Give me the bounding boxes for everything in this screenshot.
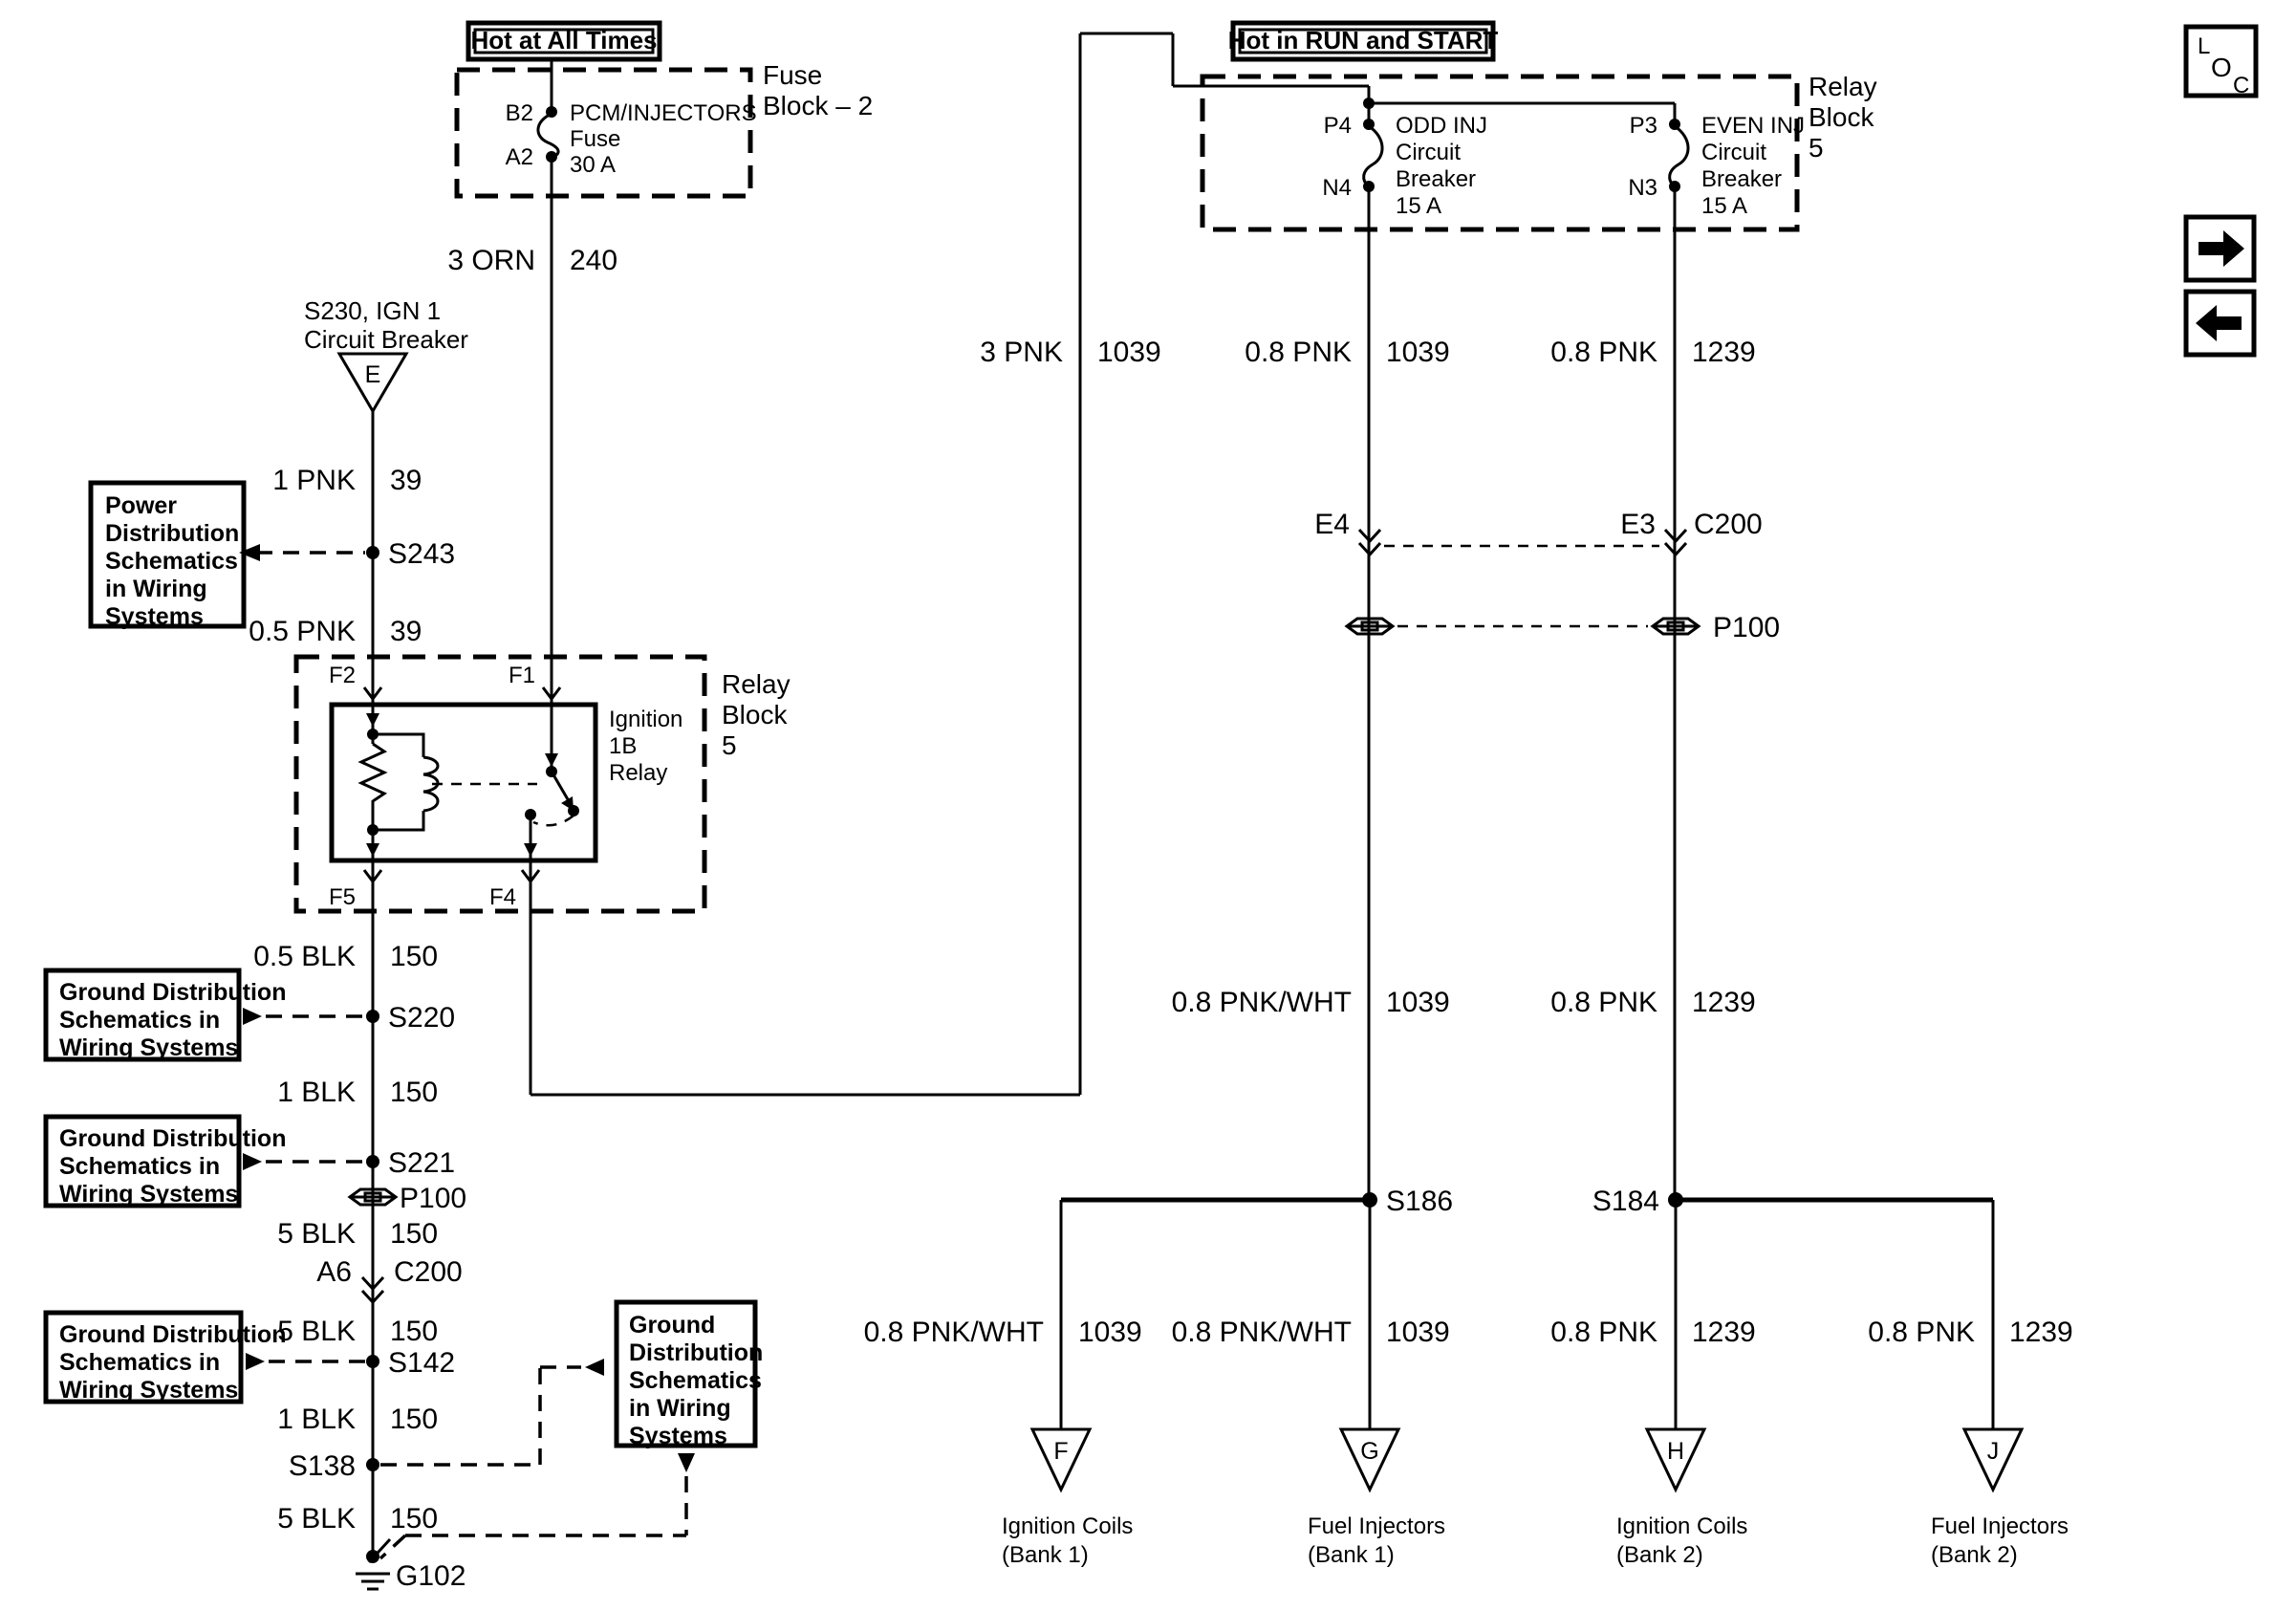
wire-label-3pnk-1039 — [980, 337, 1160, 368]
right-arrow-icon — [2199, 230, 2244, 267]
terminal-j-letter: J — [1986, 1438, 2000, 1465]
ref-line: Ground — [629, 1312, 716, 1339]
breaker-odd-desc-line: Breaker — [1396, 166, 1477, 192]
splice-s220-dot — [366, 1010, 379, 1023]
wire-circuit: 240 — [570, 245, 618, 276]
splice-s221-dot — [366, 1155, 379, 1168]
splice-s186-label: S186 — [1386, 1186, 1454, 1217]
banner-hot-at-all-times — [468, 23, 660, 59]
load-label-line: Fuel Injectors — [1931, 1513, 2069, 1539]
ref-line: Wiring Systems — [59, 1034, 239, 1061]
connector-p100-right-label: P100 — [1713, 612, 1781, 643]
terminal-a2-label: A2 — [505, 144, 533, 170]
relay-switch — [432, 705, 579, 860]
splice-s138-label: S138 — [288, 1450, 356, 1482]
ref-box-power-distribution — [91, 483, 244, 630]
wire-circuit: 1039 — [1078, 1317, 1142, 1348]
wire-circuit: 150 — [390, 1316, 439, 1347]
splice-s184-dot — [1668, 1192, 1683, 1208]
wire-label-5blk-150-b — [277, 1316, 438, 1347]
fuse-desc-line1: PCM/INJECTORS — [570, 100, 757, 126]
left-arrow-icon — [2196, 305, 2242, 341]
loc-letter-o: O — [2211, 53, 2232, 82]
connector-p100-left-label: P100 — [400, 1183, 467, 1214]
wire-circuit: 1039 — [1386, 1317, 1450, 1348]
wire-label-05pnk-39 — [249, 616, 422, 647]
wire-spec: 5 BLK — [277, 1218, 356, 1250]
wire-circuit: 39 — [390, 616, 422, 647]
circuit-breaker-symbol-even — [1670, 126, 1688, 185]
breaker-even-desc-line: Breaker — [1701, 166, 1783, 192]
wire-spec: 5 BLK — [277, 1503, 356, 1535]
ref-line: Schematics in — [59, 1349, 221, 1376]
splice-s184-label: S184 — [1592, 1186, 1659, 1217]
splice-s142-label: S142 — [388, 1347, 456, 1379]
splice-s138-dot — [366, 1458, 379, 1471]
breaker-e-title-line1: S230, IGN 1 — [304, 296, 442, 325]
circuit-breaker-symbol-odd — [1364, 126, 1382, 185]
load-label-line: Fuel Injectors — [1308, 1513, 1446, 1539]
load-label-line: (Bank 2) — [1931, 1542, 2018, 1568]
connector-e4-label: E4 — [1314, 509, 1350, 540]
ref-line: Schematics — [629, 1367, 762, 1394]
connector-c200-right-label: C200 — [1694, 509, 1763, 540]
wire-circuit: 1239 — [1692, 1317, 1756, 1348]
ref-line: in Wiring — [629, 1395, 731, 1422]
breaker-e-title-line2: Circuit Breaker — [304, 325, 468, 354]
ref-arrow-down-icon — [678, 1453, 695, 1472]
banner-right-label: Hot in RUN and START — [1227, 26, 1499, 54]
fuse-block-title-line1: Fuse — [763, 60, 823, 90]
wire-circuit: 150 — [390, 1077, 439, 1108]
terminal-p4-label: P4 — [1323, 113, 1352, 139]
wire-spec: 0.8 PNK/WHT — [863, 1317, 1044, 1348]
wire-circuit: 1239 — [2009, 1317, 2073, 1348]
splice-s243 — [239, 538, 455, 570]
terminal-p3-label: P3 — [1629, 113, 1657, 139]
relay-name-line2: 1B — [609, 733, 638, 759]
banner-hot-in-run-and-start — [1228, 23, 1499, 59]
wire-label-08pnk-1039 — [1245, 337, 1449, 368]
connector-p100-right — [1347, 612, 1780, 643]
wire-spec: 0.8 PNK — [1550, 1317, 1657, 1348]
splice-s186-dot — [1362, 1192, 1377, 1208]
wire-spec: 3 ORN — [447, 245, 535, 276]
connector-c200-left-label: C200 — [394, 1256, 463, 1288]
breaker-odd-desc-line: Circuit — [1396, 140, 1462, 165]
relay-block-left-title-line3: 5 — [722, 730, 737, 760]
wire-label-08pnk-1239-mid — [1550, 987, 1755, 1018]
wire-label-08pnk-1239 — [1550, 337, 1755, 368]
splice-s142-dot — [366, 1355, 379, 1368]
splice-s142 — [246, 1347, 455, 1379]
connector-e3-label: E3 — [1620, 509, 1656, 540]
wire-circuit: 150 — [390, 1218, 439, 1250]
load-label-line: Ignition Coils — [1002, 1513, 1134, 1539]
wire-label-08pnkwht-1039-g — [1172, 1317, 1450, 1348]
connector-e3-c200 — [1620, 509, 1762, 555]
wire-spec: 0.8 PNK/WHT — [1171, 1317, 1352, 1348]
ref-line: Schematics in — [59, 1153, 221, 1180]
banner-left-label: Hot at All Times — [470, 26, 658, 54]
relay-block-right-title-line3: 5 — [1809, 133, 1824, 163]
ref-line: Schematics in — [59, 1007, 221, 1034]
fuse-desc-line2: Fuse — [570, 126, 621, 152]
wire-spec: 0.8 PNK — [1868, 1317, 1975, 1348]
wire-circuit: 150 — [390, 1404, 439, 1435]
relay-inner-box — [332, 705, 596, 860]
fuse-desc-line3: 30 A — [570, 152, 617, 178]
splice-s220-label: S220 — [388, 1002, 456, 1034]
wire-label-1pnk-39 — [272, 465, 422, 496]
ref-arrow-right-icon — [246, 1353, 265, 1370]
loc-button[interactable] — [2186, 27, 2256, 98]
connector-a6-c200 — [316, 1256, 462, 1302]
wire-label-5blk-150-a — [277, 1218, 438, 1250]
load-label-line: (Bank 1) — [1002, 1542, 1089, 1568]
prev-arrow-button[interactable] — [2186, 292, 2254, 355]
terminal-n3-label: N3 — [1628, 175, 1657, 201]
wire-circuit: 150 — [390, 1503, 439, 1535]
terminal-f2-label: F2 — [328, 663, 356, 688]
connector-p100-left — [350, 1183, 466, 1214]
wire-circuit: 1239 — [1692, 987, 1756, 1018]
load-label-line: Ignition Coils — [1616, 1513, 1748, 1539]
terminal-f-letter: F — [1053, 1438, 1069, 1465]
wire-circuit: 1239 — [1692, 337, 1756, 368]
splice-s243-label: S243 — [388, 538, 456, 570]
ref-line: Ground Distribution — [59, 979, 287, 1006]
wire-spec: 0.8 PNK/WHT — [1171, 987, 1352, 1018]
wire-label-3orn-240 — [447, 245, 617, 276]
splice-s186 — [1362, 1186, 1453, 1217]
terminal-j — [1931, 1429, 2069, 1568]
wire-spec: 1 PNK — [272, 465, 356, 496]
relay-block-5-right — [1202, 72, 1877, 229]
wire-spec: 0.8 PNK — [1550, 337, 1657, 368]
loc-letter-l: L — [2198, 33, 2211, 59]
wire-label-5blk-150-c — [277, 1503, 438, 1535]
relay-name-line1: Ignition — [609, 707, 683, 732]
wire-circuit: 39 — [390, 465, 422, 496]
breaker-even-desc-line: Circuit — [1701, 140, 1767, 165]
fuse-block-title-line2: Block – 2 — [763, 91, 874, 120]
breaker-odd-desc-line: ODD INJ — [1396, 113, 1487, 139]
ref-line: Ground Distribution — [59, 1125, 287, 1152]
next-arrow-button[interactable] — [2186, 217, 2254, 280]
terminal-f — [1002, 1429, 1133, 1568]
terminal-h-letter: H — [1666, 1438, 1685, 1465]
terminal-f1-label: F1 — [508, 663, 535, 688]
wire-circuit: 1039 — [1097, 337, 1161, 368]
relay-block-left-title-line2: Block — [722, 700, 788, 729]
load-label-line: (Bank 1) — [1308, 1542, 1395, 1568]
ref-arrow-left-icon — [585, 1359, 604, 1376]
wire-label-08pnkwht-1039-mid — [1172, 987, 1450, 1018]
wire-spec: 5 BLK — [277, 1316, 356, 1347]
wire-circuit: 1039 — [1386, 987, 1450, 1018]
terminal-b2-label: B2 — [505, 100, 533, 126]
fuse-block-2 — [457, 60, 873, 196]
breaker-even-desc-line: 15 A — [1701, 193, 1748, 219]
wire-circuit: 150 — [390, 941, 439, 972]
terminal-g — [1308, 1429, 1445, 1568]
terminal-f5-label: F5 — [328, 884, 356, 910]
connector-a6-label: A6 — [316, 1256, 352, 1288]
relay-name-line3: Relay — [609, 760, 668, 786]
ref-line: in Wiring — [105, 576, 207, 602]
relay-block-left-title-line1: Relay — [722, 669, 791, 699]
wire-label-08pnk-1239-h — [1550, 1317, 1755, 1348]
wire-spec: 0.8 PNK — [1550, 987, 1657, 1018]
ref-line: Systems — [105, 603, 204, 630]
junction-dot — [1363, 98, 1375, 109]
terminal-n4-label: N4 — [1322, 175, 1352, 201]
splice-s221-label: S221 — [388, 1147, 456, 1179]
splice-s220 — [243, 1002, 455, 1034]
ref-line: Ground Distribution — [59, 1321, 287, 1348]
ref-line: Distribution — [105, 520, 240, 547]
circuit-breaker-e — [304, 296, 468, 411]
ref-line: Power — [105, 492, 178, 519]
wire-spec: 0.8 PNK — [1245, 337, 1352, 368]
relay-block-right-title-line2: Block — [1809, 102, 1874, 132]
loc-letter-c: C — [2233, 73, 2250, 98]
relay-block-5-left — [296, 657, 791, 911]
splice-s243-dot — [366, 546, 379, 559]
connector-e4 — [1314, 509, 1380, 555]
wire-label-1blk-150-a — [277, 1077, 438, 1108]
wire-spec: 3 PNK — [980, 337, 1063, 368]
relay-coil-and-resistor — [361, 705, 438, 860]
load-label-line: (Bank 2) — [1616, 1542, 1703, 1568]
wire-spec: 1 BLK — [277, 1404, 356, 1435]
ground-g102-label: G102 — [396, 1560, 466, 1592]
wire-spec: 0.5 PNK — [249, 616, 356, 647]
breaker-odd-desc-line: 15 A — [1396, 193, 1442, 219]
wire-label-08pnkwht-1039-f — [864, 1317, 1142, 1348]
breaker-e-letter: E — [364, 361, 381, 388]
splice-s184 — [1592, 1186, 1683, 1217]
terminal-h — [1616, 1429, 1747, 1568]
wire-label-05blk-150 — [253, 941, 438, 972]
wire-label-08pnk-1239-j — [1868, 1317, 2072, 1348]
ref-arrow-right-icon — [243, 1153, 262, 1170]
ref-line: Wiring Systems — [59, 1377, 239, 1404]
fuse-symbol — [538, 114, 558, 158]
breaker-even-desc-line: EVEN INJ — [1701, 113, 1806, 139]
ref-line: Systems — [629, 1423, 727, 1449]
wire-label-1blk-150-b — [277, 1404, 438, 1435]
ref-arrow-right-icon — [243, 1008, 262, 1025]
wire-spec: 0.5 BLK — [253, 941, 356, 972]
wire-spec: 1 BLK — [277, 1077, 356, 1108]
ref-line: Schematics — [105, 548, 238, 575]
terminal-g-letter: G — [1360, 1438, 1379, 1465]
wire-circuit: 1039 — [1386, 337, 1450, 368]
relay-block-right-title-line1: Relay — [1809, 72, 1877, 101]
ref-line: Distribution — [629, 1339, 764, 1366]
ref-line: Wiring Systems — [59, 1181, 239, 1208]
terminal-f4-label: F4 — [488, 884, 516, 910]
